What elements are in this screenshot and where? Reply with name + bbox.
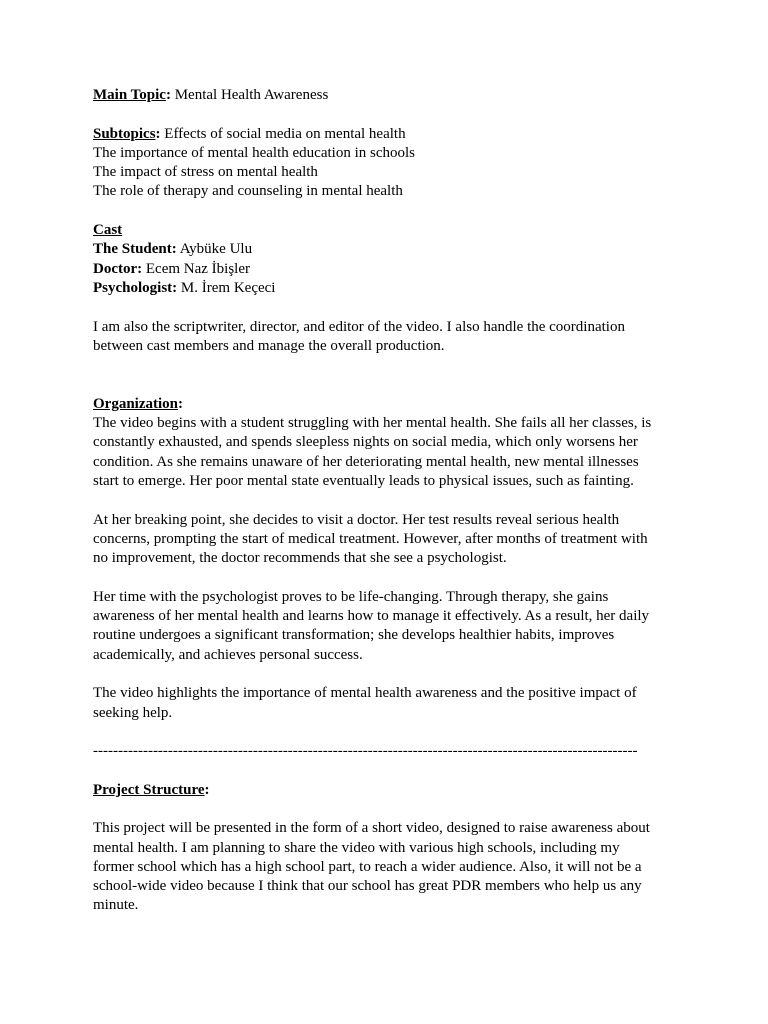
project-structure-heading — [93, 781, 683, 800]
organization-paragraph — [93, 414, 683, 491]
organization-heading — [93, 395, 683, 414]
paragraph-line: seeking help. — [93, 704, 173, 721]
cast-name: M. İrem Keçeci — [177, 279, 276, 296]
intro-paragraph — [93, 318, 683, 357]
paragraph-line: school-wide video because I think that our school has great PDR members who help us any — [93, 878, 642, 895]
paragraph-line: The video begins with a student struggling with her mental health. She fails all her classes, is — [93, 415, 652, 432]
main-topic-label: Main Topic — [93, 87, 166, 103]
organization-heading-label: Organization — [93, 395, 178, 412]
paragraph-line: no improvement, the doctor recommends that she see a psychologist. — [93, 550, 507, 567]
cast-name: Ecem Naz İbişler — [142, 260, 251, 277]
subtopics-label: Subtopics — [93, 125, 156, 142]
paragraph-line: mental health. I am planning to share the video with various high schools, including my — [93, 839, 620, 856]
paragraph-line: minute. — [93, 897, 139, 914]
organization-paragraph — [93, 684, 683, 723]
paragraph-line: At her breaking point, she decides to visit a doctor. Her test results reveal serious health — [93, 511, 620, 528]
paragraph-line: routine undergoes a significant transformation; she develops healthier habits, improves — [93, 627, 615, 644]
paragraph-line: I am also the scriptwriter, director, and editor of the video. I also handle the coordination — [93, 318, 625, 335]
organization-paragraph — [93, 588, 683, 665]
paragraph-line: concerns, prompting the start of medical treatment. However, after months of treatment with — [93, 530, 648, 547]
main-topic-colon: : — [165, 87, 171, 103]
paragraph-line: awareness of her mental health and learns how to manage it effectively. As a result, her daily — [93, 608, 650, 625]
paragraph-line: Her time with the psychologist proves to be life-changing. Through therapy, she gains — [93, 588, 609, 605]
organization-paragraph — [93, 511, 683, 569]
cast-heading-label: Cast — [93, 222, 123, 239]
paragraph-line: academically, and achieves personal success. — [93, 646, 363, 663]
cast-role: Psychologist: — [93, 279, 178, 296]
subtopic-item: The impact of stress on mental health — [93, 164, 318, 181]
cast-name: Aybüke Ulu — [176, 241, 253, 258]
cast-role: Doctor: — [93, 260, 143, 277]
cast-member — [93, 260, 683, 279]
paragraph-line: constantly exhausted, and spends sleepless nights on social media, which only worsens her — [93, 434, 638, 451]
separator-line: ------------------------------------------------------------------------------------------------------------- — [93, 743, 638, 760]
project-structure-colon: : — [204, 781, 210, 798]
paragraph-line: start to emerge. Her poor mental state eventually leads to physical issues, such as fainting. — [93, 472, 634, 489]
cast-role: The Student: — [93, 241, 177, 258]
cast-heading — [93, 221, 683, 240]
project-structure-paragraph — [93, 819, 683, 915]
paragraph-line: former school which has a high school part, to reach a wider audience. Also, it will not be a — [93, 858, 642, 875]
main-topic-line — [93, 86, 683, 105]
subtopic-item: Effects of social media on mental health — [160, 125, 406, 142]
paragraph-line: condition. As she remains unaware of her deteriorating mental health, new mental illnesses — [93, 453, 639, 470]
paragraph-line: between cast members and manage the overall production. — [93, 337, 445, 354]
subtopic-item: The importance of mental health education in schools — [93, 144, 415, 161]
project-structure-heading-label: Project Structure — [93, 781, 205, 798]
paragraph-line: The video highlights the importance of mental health awareness and the positive impact of — [93, 685, 637, 702]
document-page — [93, 86, 683, 916]
cast-member — [93, 240, 683, 259]
main-topic-value: Mental Health Awareness — [170, 87, 329, 103]
cast-member — [93, 279, 683, 298]
subtopics-colon: : — [155, 125, 161, 142]
subtopics-line — [93, 125, 683, 144]
subtopic-item: The role of therapy and counseling in mental health — [93, 183, 403, 200]
organization-colon: : — [178, 395, 183, 412]
paragraph-line: This project will be presented in the form of a short video, designed to raise awareness about — [93, 820, 650, 837]
